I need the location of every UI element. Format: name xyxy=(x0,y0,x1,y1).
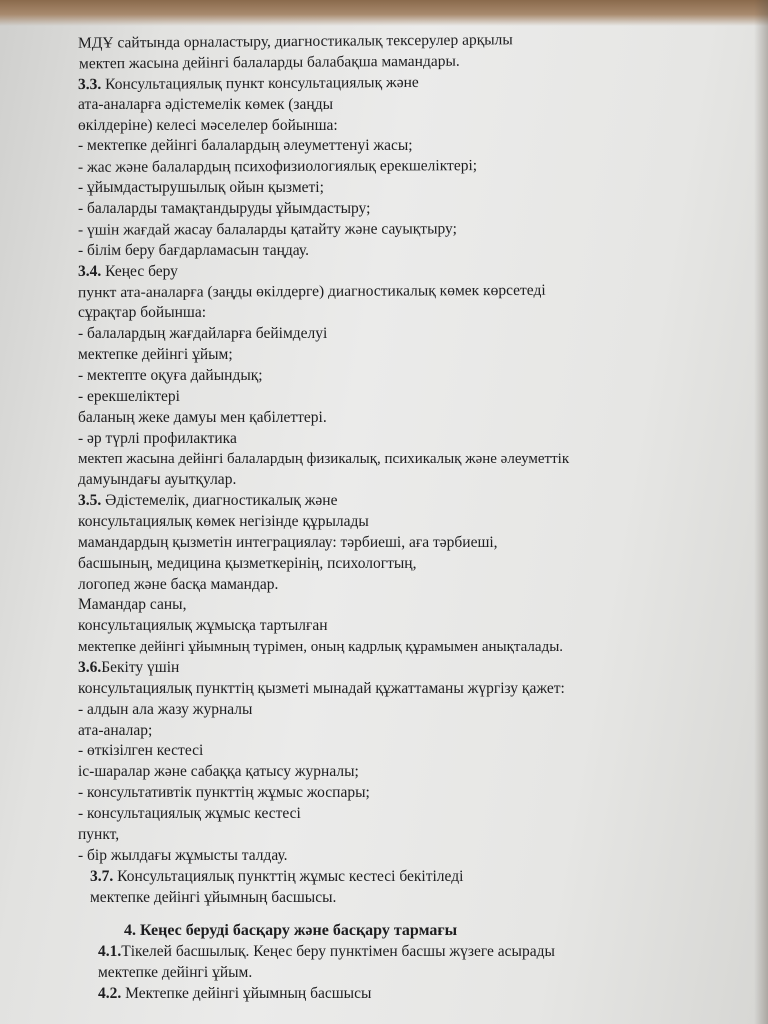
section-number: 4.1. xyxy=(98,942,122,960)
section-number: 4.2. xyxy=(98,984,122,1002)
section-4-heading: 4. Кеңес беруді басқару және басқару тармағы xyxy=(124,921,458,939)
text-line: консультациялық жұмысқа тартылған xyxy=(78,617,328,635)
text-line: мектеп жасына дейінгі балаларды балабақша мамандары. xyxy=(78,52,460,73)
section-number: 3.4. xyxy=(78,262,102,280)
list-item: - консультациялық жұмыс кестесі xyxy=(78,805,301,822)
section-number: 3.3. xyxy=(77,75,102,93)
text-line: мектепке дейінгі ұйым; xyxy=(78,346,233,363)
text-line: пункт, xyxy=(78,825,120,843)
section-4-2: 4.2. Мектепке дейінгі ұйымның басшысы xyxy=(98,984,372,1002)
section-4-1: 4.1.Тікелей басшылық. Кеңес беру пунктімен басшы жүзеге асырады xyxy=(98,942,555,960)
list-item: - жас және балалардың психофизиологиялық ерекшеліктері; xyxy=(77,157,478,177)
section-number: 3.5. xyxy=(78,492,102,509)
list-item: - балалардың жағдайларға бейімделуі xyxy=(78,325,328,343)
list-item: - өткізілген кестесі xyxy=(78,742,204,760)
text-line: консультациялық көмек негізінде құрылады xyxy=(78,512,369,530)
section-3-3: 3.3. Консультациялық пункт консультациялық және xyxy=(77,73,419,93)
text-line: мамандардың қызметін интеграциялау: тәрбиеші, аға тәрбиеші, xyxy=(78,533,498,551)
text-line: мектеп жасына дейінгі балалардың физикалық, психикалық және әлеуметтік xyxy=(78,451,570,468)
list-item: - білім беру бағдарламасын таңдау. xyxy=(78,241,309,259)
list-item: - мектепке дейінгі балалардың әлеуметтенуі жасы; xyxy=(78,137,413,155)
list-item: - ұйымдастырушылық ойын қызметі; xyxy=(78,179,324,197)
section-number: 3.6. xyxy=(78,659,102,676)
text-line: баланың жеке дамуы мен қабілеттері. xyxy=(78,408,327,426)
list-item: - әр түрлі профилактика xyxy=(78,429,237,447)
text-line: мектепке дейінгі ұйымның түрімен, оның кадрлық құрамымен анықталады. xyxy=(78,639,564,656)
text-line: МДҰ сайтында орналастыру, диагностикалық тексерулер арқылы xyxy=(77,31,513,52)
text-line: іс-шаралар және сабаққа қатысу журналы; xyxy=(78,763,359,781)
list-item: - консультативтік пункттің жұмыс жоспары; xyxy=(78,784,370,802)
text-line: консультациялық пункттің қызметі мынадай құжаттаманы жүргізу қажет: xyxy=(78,679,565,697)
text-line: логопед және басқа мамандар. xyxy=(78,575,279,593)
list-item: - бір жылдағы жұмысты талдау. xyxy=(78,846,288,864)
list-item: - мектепте оқуға дайындық; xyxy=(78,366,263,384)
text-line: басшының, медицина қызметкерінің, психологтың, xyxy=(78,554,417,572)
text-line: Мамандар саны, xyxy=(78,596,187,614)
section-3-4: 3.4. Кеңес беру xyxy=(78,262,178,280)
text-line: ата-аналарға әдістемелік көмек (заңды xyxy=(78,95,334,113)
section-3-7: 3.7. Консультациялық пункттің жұмыс кестесі бекітіледі xyxy=(90,867,464,885)
list-item: - балаларды тамақтандыруды ұйымдастыру; xyxy=(78,199,371,217)
section-3-5: 3.5. Әдістемелік, диагностикалық және xyxy=(78,492,338,509)
text-line: сұрақтар бойынша: xyxy=(78,304,207,322)
section-3-6: 3.6.Бекіту үшін xyxy=(78,659,180,676)
text-line: мектепке дейінгі ұйым. xyxy=(98,963,253,981)
list-item: - ерекшеліктері xyxy=(78,387,180,405)
text-line: мектепке дейінгі ұйымның басшысы. xyxy=(90,888,337,906)
text-line: пункт ата-аналарға (заңды өкілдерге) диагностикалық көмек көрсетеді xyxy=(77,282,546,302)
text-line: ата-аналар; xyxy=(78,721,153,739)
text-line: дамуындағы ауытқулар. xyxy=(78,471,237,489)
text-line: өкілдеріне) келесі мәселелер бойынша: xyxy=(78,116,338,134)
list-item: - алдын ала жазу журналы xyxy=(78,700,253,718)
section-number: 3.7. xyxy=(90,867,114,885)
list-item: - үшін жағдай жасау балаларды қатайту және сауықтыру; xyxy=(77,220,457,239)
